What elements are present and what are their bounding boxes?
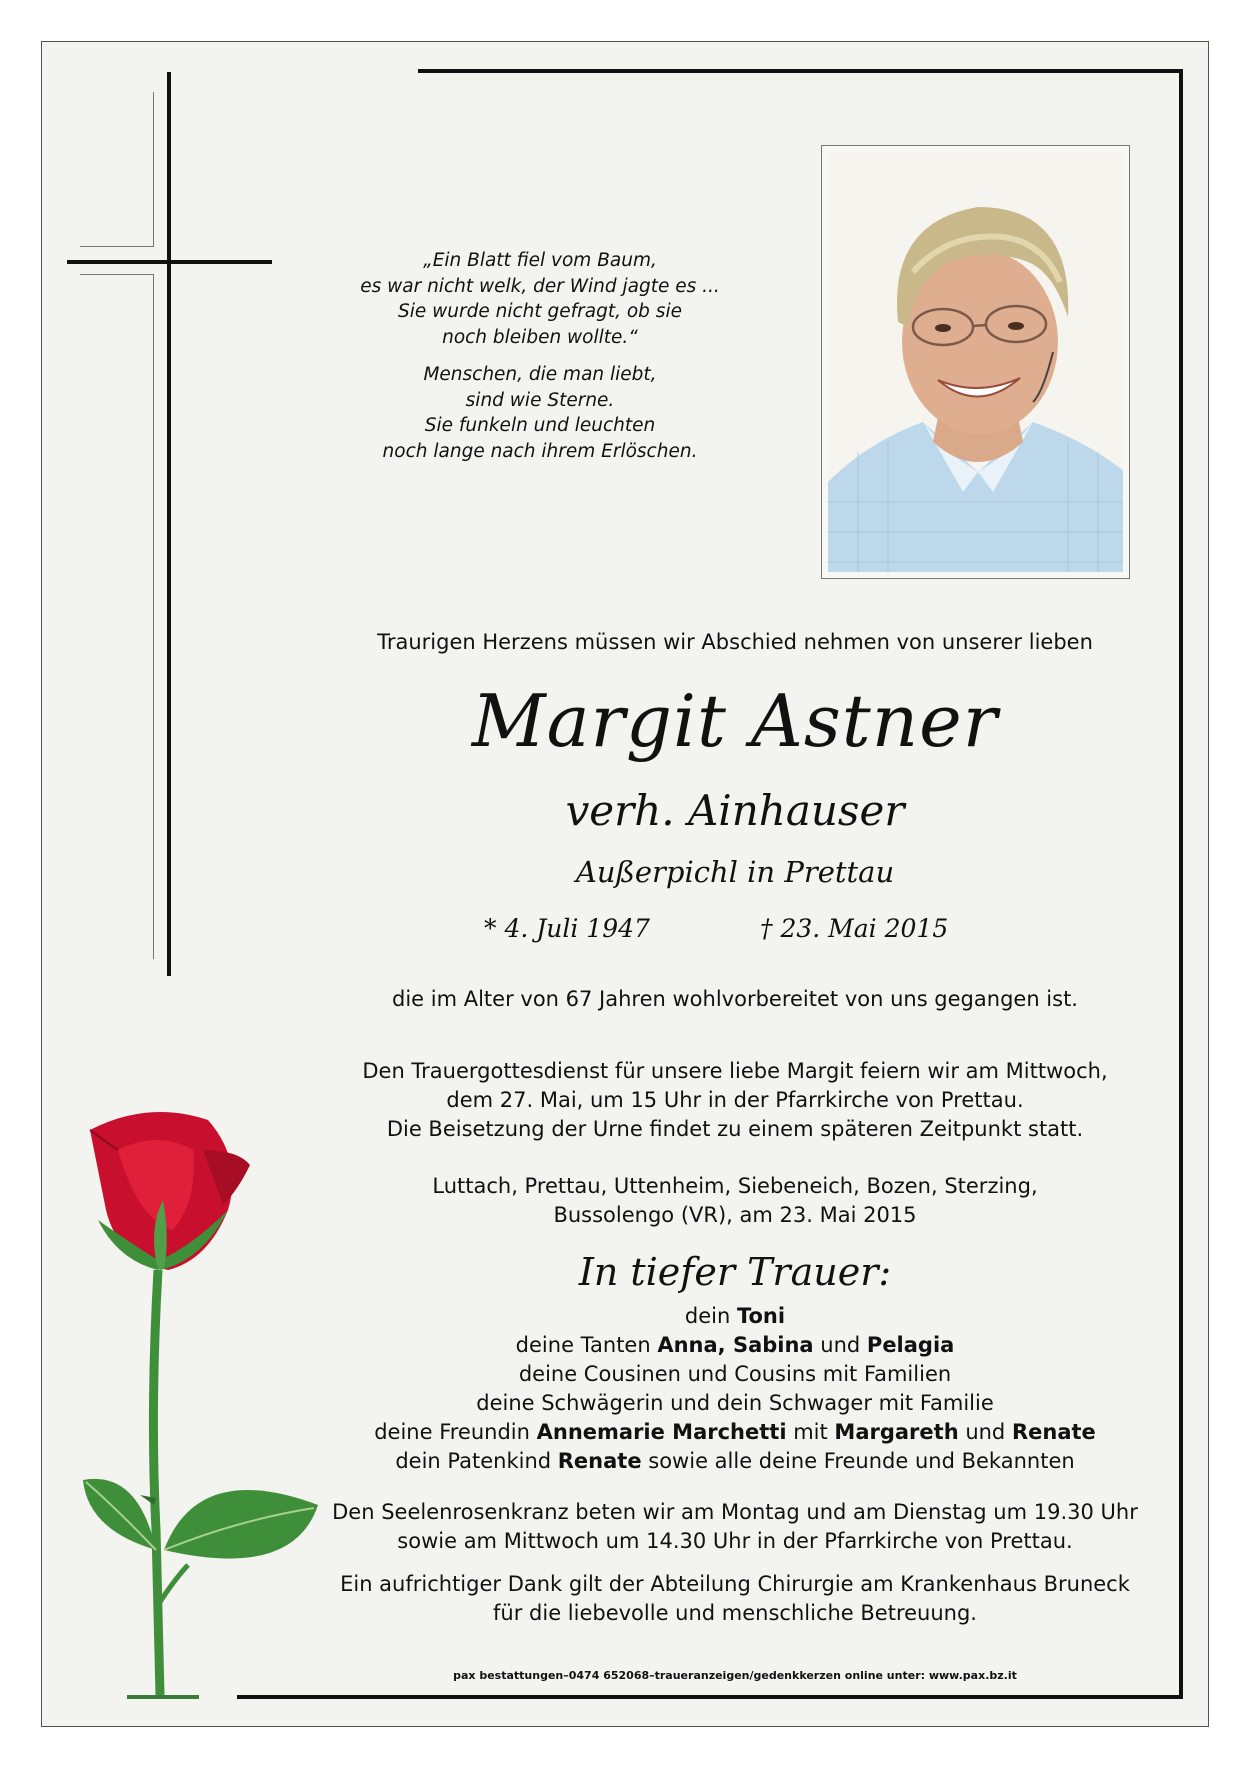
thanks-line: Ein aufrichtiger Dank gilt der Abteilung Chirurgie am Krankenhaus Bruneck bbox=[340, 1572, 1130, 1596]
age-line: die im Alter von 67 Jahren wohlvorbereitet von uns gegangen ist. bbox=[392, 987, 1078, 1011]
poem-line: Sie funkeln und leuchten bbox=[424, 415, 656, 436]
poem-line: es war nicht welk, der Wind jagte es ... bbox=[360, 275, 720, 297]
poem-line: Menschen, die man liebt, bbox=[423, 364, 657, 385]
thanks-text bbox=[320, 1570, 1150, 1628]
poem-line: „Ein Blatt fiel vom Baum, bbox=[423, 250, 657, 271]
places-line: Luttach, Prettau, Uttenheim, Siebeneich, Bozen, Sterzing, bbox=[432, 1174, 1038, 1198]
intro-text: Traurigen Herzens müssen wir Abschied nehmen von unserer lieben bbox=[377, 630, 1093, 654]
rosary-line: Den Seelenrosenkranz beten wir am Montag und am Dienstag um 19.30 Uhr bbox=[332, 1500, 1138, 1524]
service-line: Den Trauergottesdienst für unsere liebe Margit feiern wir am Mittwoch, bbox=[362, 1059, 1108, 1083]
mourner-line: deine Tanten Anna, Sabina und Pelagia bbox=[515, 1333, 955, 1357]
rosary-info bbox=[320, 1498, 1150, 1556]
mourning-heading: In tiefer Trauer: bbox=[578, 1250, 892, 1294]
footer-text: pax bestattungen–0474 652068–traueranzeigen/gedenkkerzen online unter: www.pax.bz.it bbox=[453, 1669, 1017, 1682]
service-line: Die Beisetzung der Urne findet zu einem späteren Zeitpunkt statt. bbox=[386, 1117, 1084, 1141]
poem-stanza-1 bbox=[300, 248, 780, 350]
residence: Außerpichl in Prettau bbox=[575, 855, 895, 889]
married-name: verh. Ainhauser bbox=[565, 786, 905, 835]
poem-line: sind wie Sterne. bbox=[465, 389, 615, 411]
poem-line: noch bleiben wollte.“ bbox=[442, 326, 638, 348]
mourner-line: deine Cousinen und Cousins mit Familien bbox=[518, 1362, 952, 1386]
rosary-line: sowie am Mittwoch um 14.30 Uhr in der Pfarrkirche von Prettau. bbox=[397, 1529, 1073, 1553]
right-border-line bbox=[1179, 69, 1183, 1699]
mourner-line: dein Patenkind Renate sowie alle deine Freunde und Bekannten bbox=[395, 1449, 1075, 1473]
poem-stanza-2 bbox=[300, 362, 780, 464]
birth-date: * 4. Juli 1947 bbox=[484, 914, 650, 943]
portrait-frame bbox=[821, 145, 1130, 579]
poem-line: Sie wurde nicht gefragt, ob sie bbox=[398, 301, 682, 322]
poem-quote bbox=[300, 248, 780, 476]
thanks-line: für die liebevolle und menschliche Betreuung. bbox=[493, 1601, 977, 1625]
places-date bbox=[320, 1172, 1150, 1230]
places-line: Bussolengo (VR), am 23. Mai 2015 bbox=[553, 1203, 917, 1227]
mourners-list bbox=[320, 1302, 1150, 1476]
service-info bbox=[320, 1057, 1150, 1144]
service-line: dem 27. Mai, um 15 Uhr in der Pfarrkirche von Prettau. bbox=[446, 1088, 1024, 1112]
mourner-line: dein Toni bbox=[684, 1304, 786, 1328]
portrait-photo bbox=[828, 152, 1123, 572]
deceased-name: Margit Astner bbox=[471, 679, 999, 763]
bottom-border-line bbox=[237, 1695, 1183, 1699]
top-border-line bbox=[418, 69, 1183, 73]
mourner-line: deine Freundin Annemarie Marchetti mit Margareth und Renate bbox=[374, 1420, 1096, 1444]
rose-icon bbox=[78, 1110, 328, 1700]
poem-line: noch lange nach ihrem Erlöschen. bbox=[382, 440, 698, 462]
mourner-line: deine Schwägerin und dein Schwager mit Familie bbox=[476, 1391, 994, 1415]
death-date: † 23. Mai 2015 bbox=[760, 914, 949, 943]
